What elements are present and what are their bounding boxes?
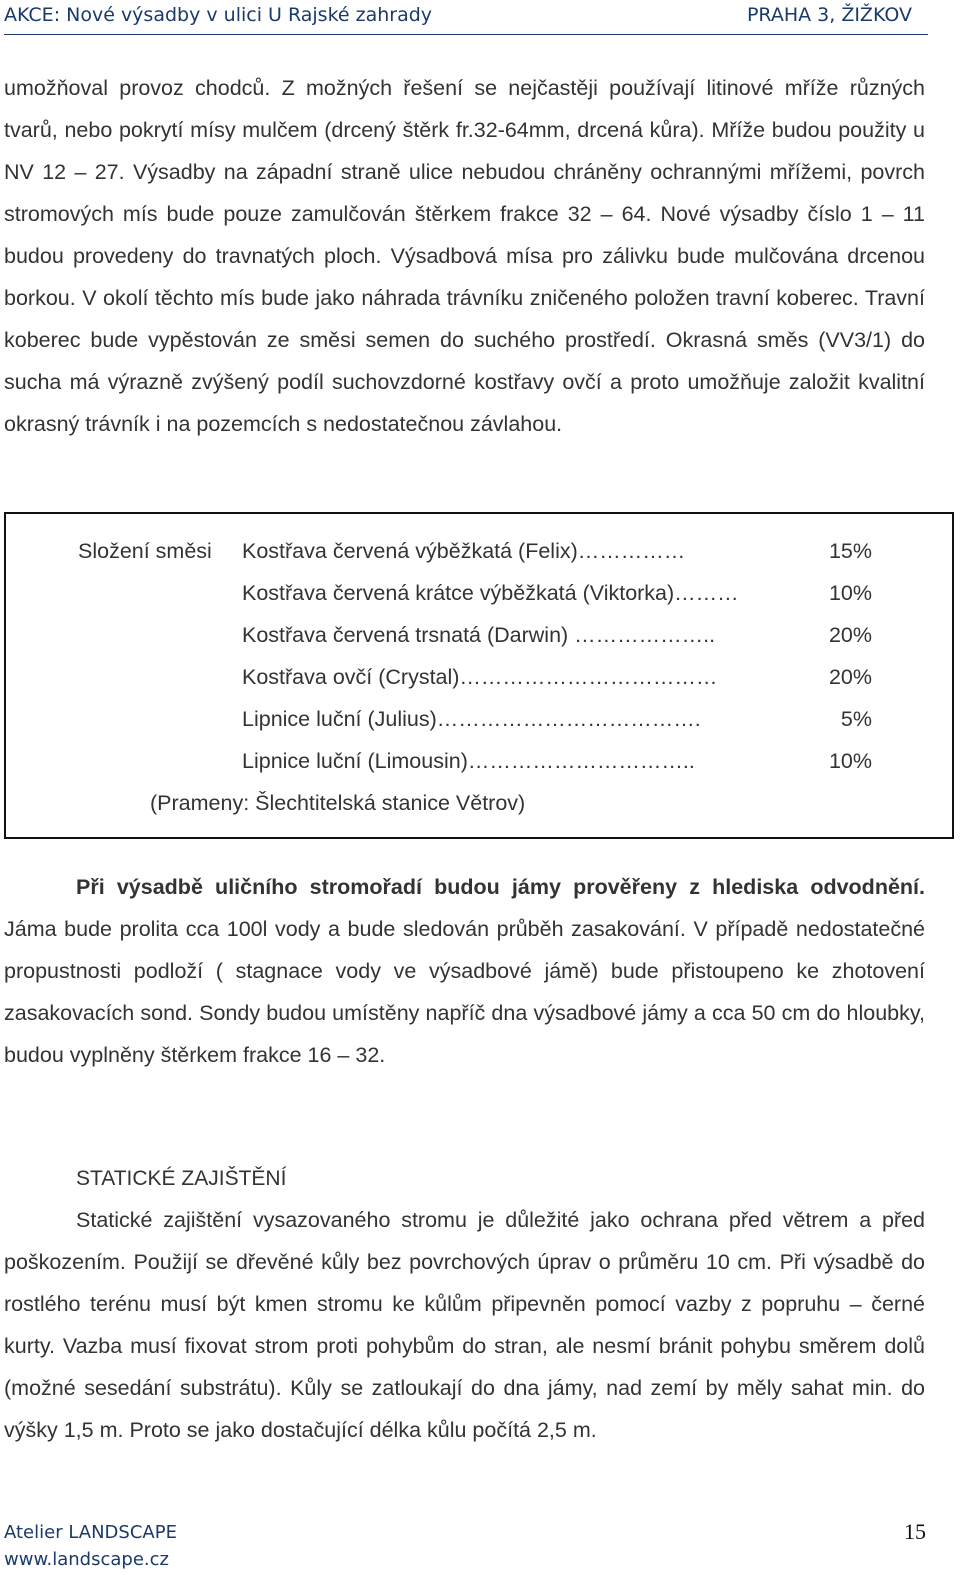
mix-item-percent: 5% (840, 707, 872, 731)
page-header (4, 4, 912, 28)
page-number: 15 (904, 1519, 926, 1544)
header-project-title: AKCE: Nové výsadby v ulici U Rajské zahrady (4, 4, 433, 26)
mix-item-name: Kostřava ovčí (Crystal)……………………………… (242, 665, 718, 689)
mix-label: Složení směsi (78, 539, 212, 563)
mix-item-percent: 10% (828, 749, 872, 773)
mix-item-name: Lipnice luční (Julius)………………………………. (242, 707, 701, 731)
header-location: PRAHA 3, ŽIŽKOV (746, 4, 912, 26)
drainage-text: Jáma bude prolita cca 100l vody a bude sledován průběh zasakování. V případě nedostatečné propustnosti podloží ( stagnace vody ve výsadbové jámě) bude přistoupeno ke zhotovení zasakovacích sond. Sondy budou umístěny napříč dna výsadbové jámy a cca 50 cm do hloubky, budou vyplněny štěrkem frakce 16 – 32. (4, 917, 925, 1067)
mix-item-name: Lipnice luční (Limousin)………………………….. (242, 749, 695, 773)
footer (4, 1519, 177, 1573)
paragraph-static: Statické zajištění vysazovaného stromu je důležité jako ochrana před větrem a před poškozením. Použijí se dřevěné kůly bez povrchových úprav o průměru 10 cm. Při výsadbě do rostlého terénu musí být kmen stromu ke kůlům připevněn pomocí vazby z popruhu – černé kurty. Vazba musí fixovat strom proti pohybům do stran, ale nesmí bránit pohybu směrem dolů (možné sesedání substrátu). Kůly se zatloukají do dna jámy, nad zemí by měly sahat min. do výšky 1,5 m. Proto se jako dostačující délka kůlu počítá 2,5 m. (4, 1208, 925, 1442)
mix-item-percent: 20% (828, 665, 872, 689)
mix-item-percent: 20% (828, 623, 872, 647)
footer-company: Atelier LANDSCAPE (4, 1522, 177, 1543)
drainage-bold-lead: Při výsadbě uličního stromořadí budou jámy prověřeny z hlediska odvodnění. (76, 875, 925, 899)
paragraph-mulch: umožňoval provoz chodců. Z možných řešení se nejčastěji používají litinové mříže různých tvarů, nebo pokrytí mísy mulčem (drcený štěrk fr.32-64mm, drcená kůra). Mříže budou použity u NV 12 – 27. Výsadby na západní straně ulice nebudou chráněny ochrannými mřížemi, povrch stromových mís bude pouze zamulčován štěrkem frakce 32 – 64. Nové výsadby číslo 1 – 11 budou provedeny do travnatých ploch. Výsadbová mísa pro zálivku bude mulčována drcenou borkou. V okolí těchto mís bude jako náhrada trávníku zničeného položen travní koberec. Travní koberec bude vypěstován ze směsi semen do suchého prostředí. Okrasná směs (VV3/1) do sucha má výrazně zvýšený podíl suchovzdorné kostřavy ovčí a proto umožňuje založit kvalitní okrasný trávník i na pozemcích s nedostatečnou závlahou. (4, 76, 925, 436)
mix-item-name: Kostřava červená výběžkatá (Felix)…………… (242, 539, 686, 563)
mix-item-name: Kostřava červená krátce výběžkatá (Viktorka)……… (242, 581, 739, 605)
mix-item-name: Kostřava červená trsnatá (Darwin) ……………….. (242, 623, 716, 647)
header-divider (4, 34, 928, 35)
footer-website: www.landscape.cz (4, 1549, 169, 1570)
mix-item-percent: 10% (828, 581, 872, 605)
paragraph-drainage (4, 866, 925, 1076)
mix-item-percent: 15% (828, 539, 872, 563)
seed-mix-box (4, 512, 954, 839)
mix-source: (Prameny: Šlechtitelská stanice Větrov) (150, 791, 526, 815)
section-heading: STATICKÉ ZAJIŠTĚNÍ (76, 1167, 287, 1190)
